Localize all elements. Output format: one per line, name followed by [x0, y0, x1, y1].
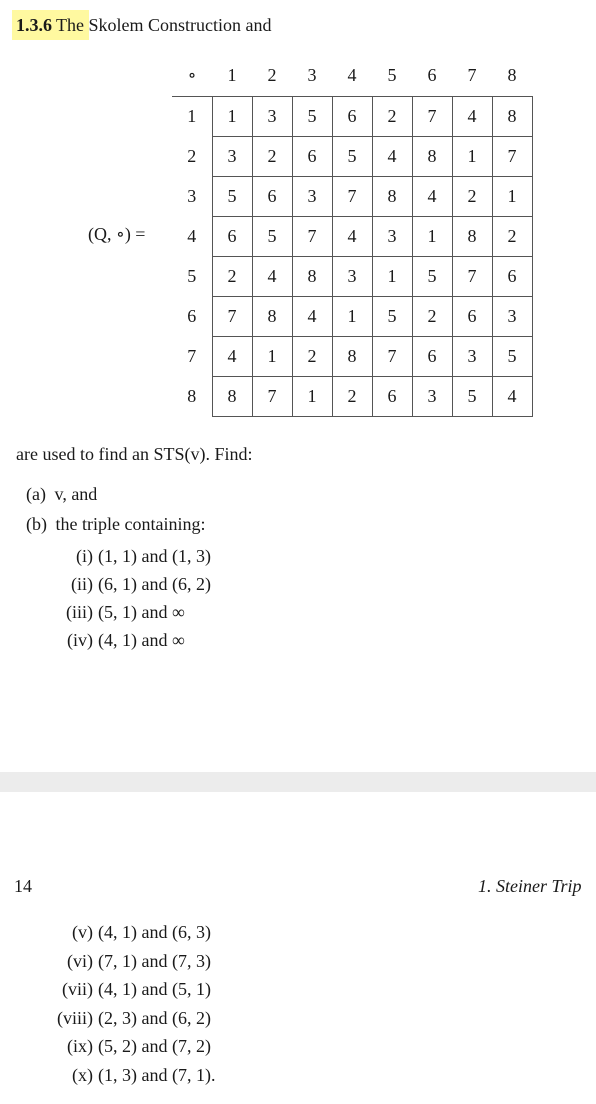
- subpart-label: (iv): [67, 630, 93, 650]
- table-cell: 7: [492, 136, 532, 176]
- table-cell: 8: [212, 376, 252, 416]
- table-row: [172, 336, 532, 376]
- table-cell: 6: [372, 376, 412, 416]
- table-cell: 5: [292, 96, 332, 136]
- table-cell: 8: [332, 336, 372, 376]
- table-cell: 8: [452, 216, 492, 256]
- table-cell: 4: [492, 376, 532, 416]
- part-label: (b): [26, 514, 47, 534]
- table-cell: 2: [292, 336, 332, 376]
- part-label: (a): [26, 484, 46, 504]
- table-cell: 5: [332, 136, 372, 176]
- subpart-label: (iii): [66, 602, 93, 622]
- subpart-text: (4, 1) and (6, 3): [98, 922, 211, 942]
- table-row: [172, 296, 532, 336]
- subpart-text: (4, 1) and (5, 1): [98, 979, 211, 999]
- intro-text: are used to find an STS(v). Find:: [16, 444, 253, 464]
- subpart-text: (6, 1) and (6, 2): [98, 574, 211, 594]
- table-cell: 1: [252, 336, 292, 376]
- table-cell: 3: [292, 176, 332, 216]
- table-cell: 8: [252, 296, 292, 336]
- section-title: The Skolem Construction and: [56, 15, 272, 35]
- page-break: [0, 772, 596, 792]
- table-cell: 6: [292, 136, 332, 176]
- row-header: 7: [172, 336, 212, 376]
- table-cell: 4: [212, 336, 252, 376]
- subpart-label: (ix): [67, 1036, 93, 1056]
- table-cell: 4: [332, 216, 372, 256]
- table-cell: 6: [492, 256, 532, 296]
- table-cell: 3: [332, 256, 372, 296]
- row-header: 5: [172, 256, 212, 296]
- table-row: [172, 216, 532, 256]
- table-cell: 5: [372, 296, 412, 336]
- table-cell: 5: [492, 336, 532, 376]
- part-b: [26, 514, 205, 535]
- part-text: v, and: [54, 484, 98, 504]
- column-header: 2: [252, 56, 292, 96]
- table-cell: 5: [452, 376, 492, 416]
- subpart-text: (7, 1) and (7, 3): [98, 950, 211, 971]
- table-cell: 4: [452, 96, 492, 136]
- table-cell: 4: [372, 136, 412, 176]
- table-cell: 3: [452, 336, 492, 376]
- table-cell: 2: [212, 256, 252, 296]
- subpart-text: (2, 3) and (6, 2): [98, 1007, 211, 1028]
- subpart-label: (vii): [62, 979, 93, 999]
- table-cell: 1: [292, 376, 332, 416]
- table-cell: 1: [332, 296, 372, 336]
- table-cell: 1: [212, 96, 252, 136]
- table-cell: 1: [412, 216, 452, 256]
- table-cell: 3: [492, 296, 532, 336]
- table-cell: 6: [452, 296, 492, 336]
- table-cell: 2: [452, 176, 492, 216]
- table-cell: 6: [212, 216, 252, 256]
- table-cell: 3: [372, 216, 412, 256]
- page-number: 14: [14, 876, 32, 896]
- row-header: 8: [172, 376, 212, 416]
- table-cell: 8: [372, 176, 412, 216]
- row-header: 2: [172, 136, 212, 176]
- table-cell: 8: [412, 136, 452, 176]
- table-row: [172, 256, 532, 296]
- table-cell: 7: [252, 376, 292, 416]
- subpart-label: (vi): [67, 950, 93, 971]
- column-header: 5: [372, 56, 412, 96]
- table-cell: 2: [492, 216, 532, 256]
- subpart-text: (5, 2) and (7, 2): [98, 1036, 211, 1056]
- subpart-label: (v): [72, 922, 93, 942]
- table-cell: 3: [412, 376, 452, 416]
- row-header: 1: [172, 96, 212, 136]
- column-header: 6: [412, 56, 452, 96]
- subpart-text: (5, 1) and ∞: [98, 602, 185, 622]
- table-cell: 2: [372, 96, 412, 136]
- table-cell: 7: [292, 216, 332, 256]
- table-header-row: [172, 56, 532, 96]
- subpart-label: (i): [76, 546, 93, 566]
- table-cell: 7: [412, 96, 452, 136]
- table-cell: 1: [372, 256, 412, 296]
- table-cell: 5: [212, 176, 252, 216]
- part-a: [26, 484, 97, 505]
- column-header: 8: [492, 56, 532, 96]
- table-body: [172, 96, 532, 416]
- table-cell: 1: [452, 136, 492, 176]
- table-cell: 8: [292, 256, 332, 296]
- section-number: 1.3.6: [16, 15, 52, 35]
- row-header: 4: [172, 216, 212, 256]
- column-header: 3: [292, 56, 332, 96]
- table-cell: 5: [412, 256, 452, 296]
- subpart-text: (1, 1) and (1, 3): [98, 546, 211, 566]
- subpart-text: (4, 1) and ∞: [98, 630, 185, 650]
- table-row: [172, 176, 532, 216]
- operator-symbol: ∘: [172, 56, 212, 96]
- subpart-label: (ii): [71, 574, 93, 594]
- row-header: 3: [172, 176, 212, 216]
- column-header: 7: [452, 56, 492, 96]
- table-row: [172, 136, 532, 176]
- table-cell: 4: [412, 176, 452, 216]
- table-cell: 7: [212, 296, 252, 336]
- table-cell: 3: [252, 96, 292, 136]
- subpart-label: (x): [72, 1064, 93, 1085]
- column-header: 1: [212, 56, 252, 96]
- table-cell: 1: [492, 176, 532, 216]
- table-cell: 2: [252, 136, 292, 176]
- operation-table: [172, 56, 533, 417]
- table-cell: 7: [332, 176, 372, 216]
- table-cell: 2: [332, 376, 372, 416]
- subpart-label: (viii): [57, 1007, 93, 1028]
- table-cell: 5: [252, 216, 292, 256]
- table-cell: 7: [372, 336, 412, 376]
- table-cell: 6: [332, 96, 372, 136]
- quasigroup-label: (Q, ∘) =: [88, 224, 146, 244]
- part-text: the triple containing:: [55, 514, 206, 534]
- table-cell: 8: [492, 96, 532, 136]
- table-cell: 6: [412, 336, 452, 376]
- table-cell: 3: [212, 136, 252, 176]
- subpart-text: (1, 3) and (7, 1).: [98, 1064, 216, 1085]
- table-row: [172, 376, 532, 416]
- table-row: [172, 96, 532, 136]
- section-heading: [12, 10, 271, 40]
- table-cell: 4: [252, 256, 292, 296]
- table-cell: 6: [252, 176, 292, 216]
- table-cell: 4: [292, 296, 332, 336]
- row-header: 6: [172, 296, 212, 336]
- table-cell: 2: [412, 296, 452, 336]
- running-head: 1. Steiner Trip: [478, 876, 582, 896]
- table-cell: 7: [452, 256, 492, 296]
- column-header: 4: [332, 56, 372, 96]
